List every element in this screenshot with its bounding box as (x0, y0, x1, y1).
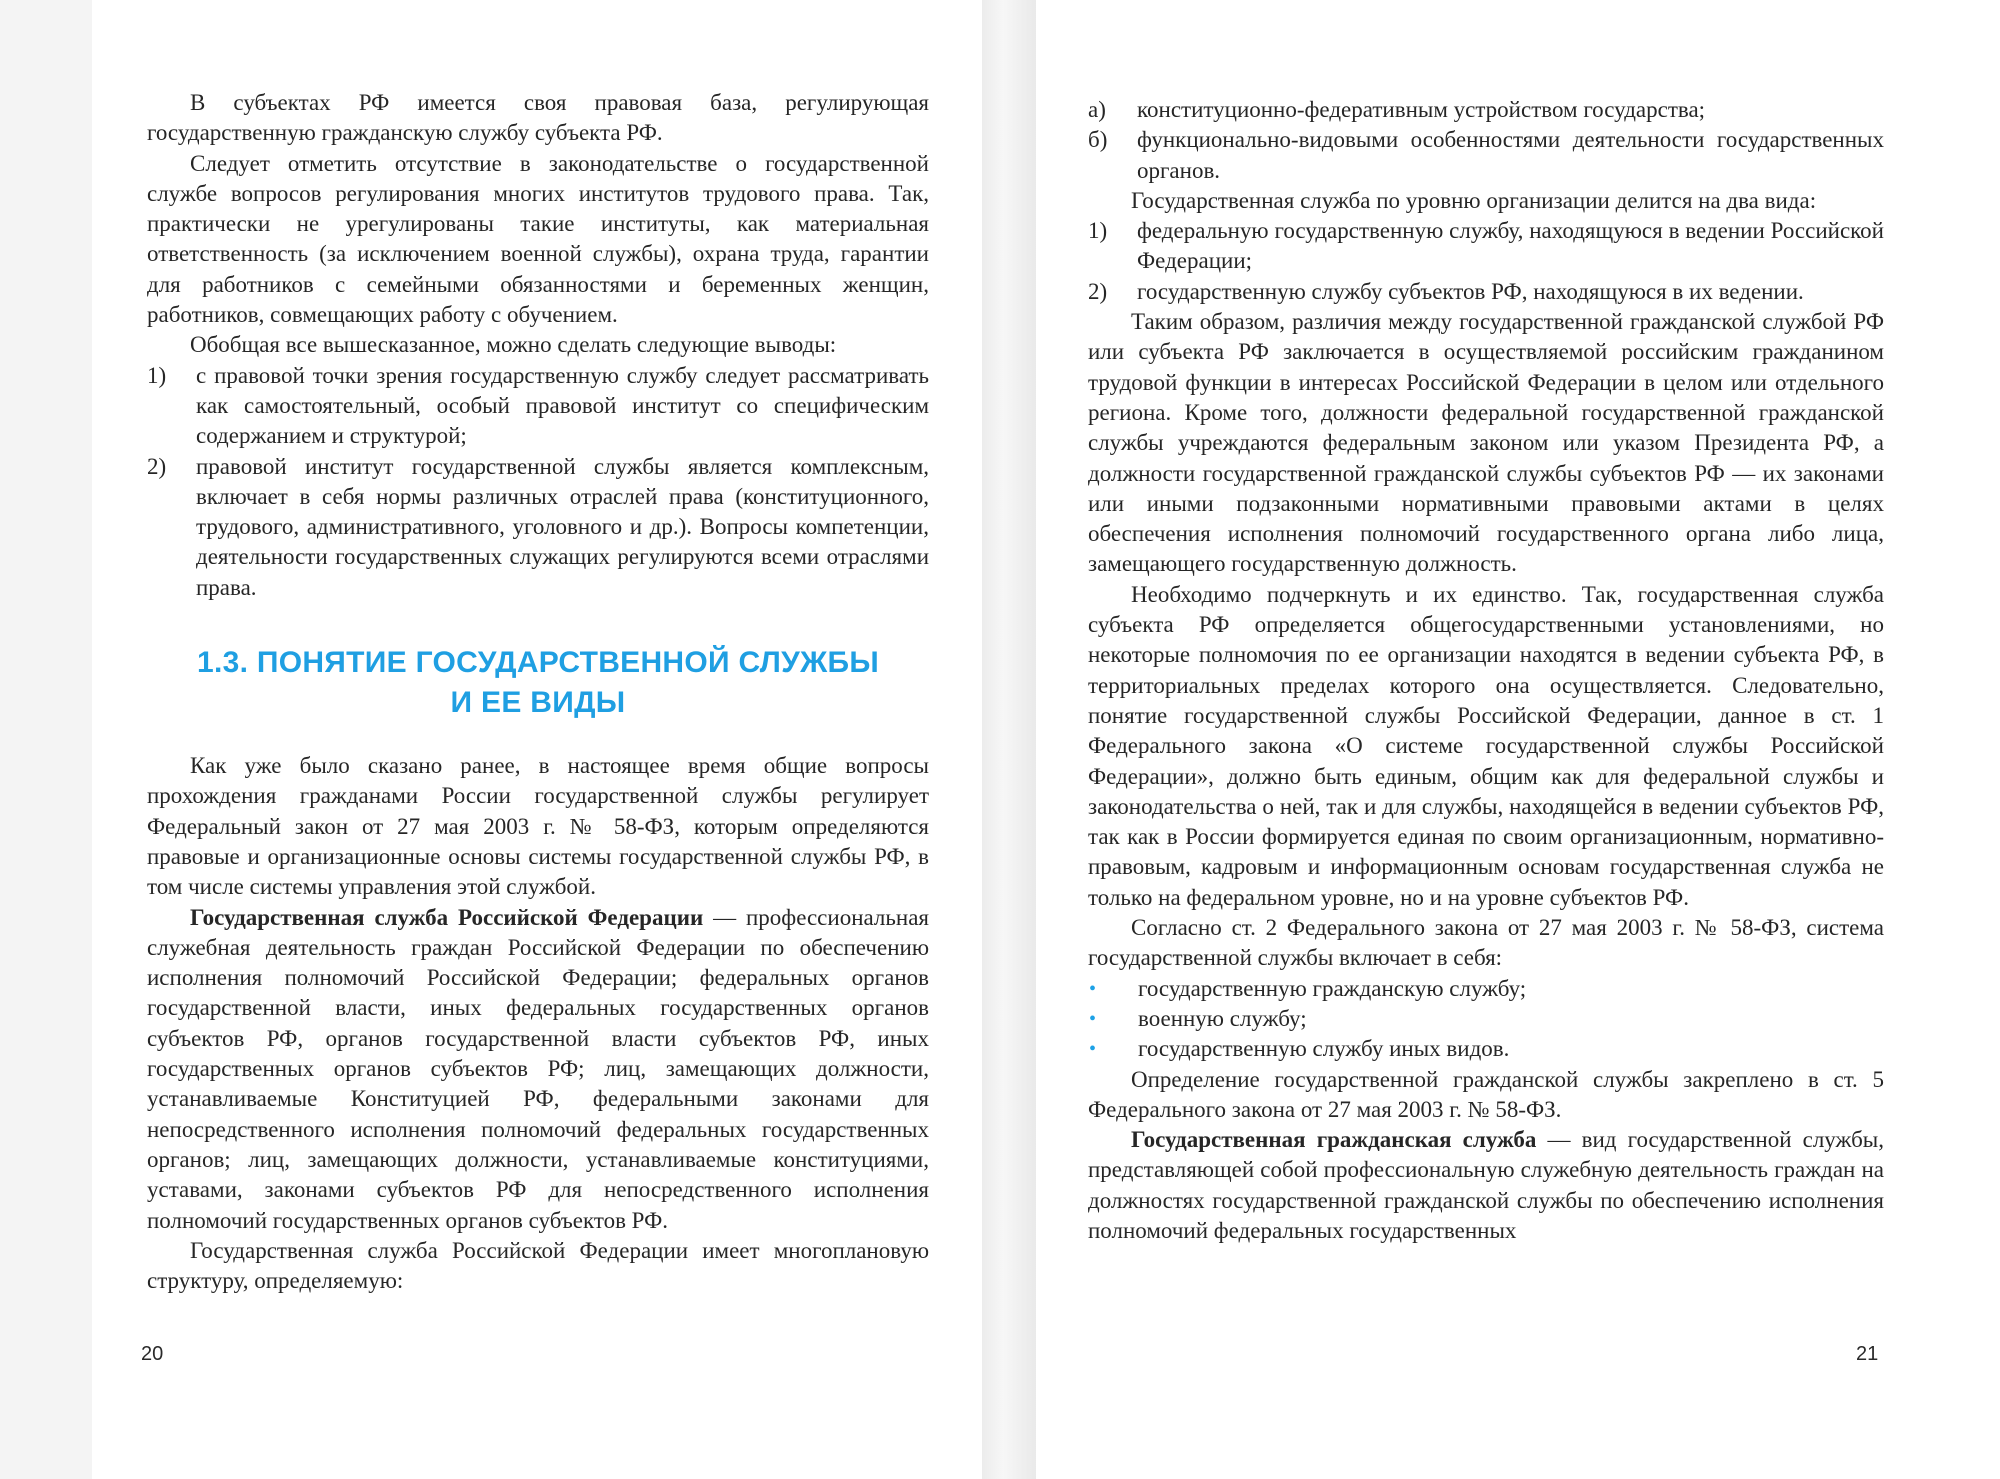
list-item-text: функционально-видовыми особенностями деятельности государственных органов. (1137, 127, 1884, 183)
page-number-right: 21 (1856, 1343, 1879, 1365)
definition-text: — вид государственной службы, представляющей собой профессиональную служебную деятельность граждан на должностях государственной гражданской службы по обеспечению исполнения полномочий федеральных государственных (1088, 1127, 1884, 1243)
paragraph: Следует отметить отсутствие в законодательстве о государственной службе вопросов регулирования многих институтов трудового права. Так, практически не урегулированы такие институты, как материальная ответственность (за исключением военной службы), охрана труда, гарантии для работников с семейными обязанностями и беременных женщин, работников, совмещающих работу с обучением. (147, 150, 929, 328)
list-marker: 1) (147, 362, 167, 388)
list-item (1088, 277, 1884, 307)
list-item-text: государственную службу иных видов. (1138, 1036, 1510, 1062)
bullet-item (1088, 1004, 1884, 1034)
list-marker: а) (1088, 97, 1106, 122)
paragraph: В субъектах РФ имеется своя правовая база, регулирующая государственную гражданскую службу субъекта РФ. (147, 90, 929, 146)
list-marker: 2) (147, 453, 167, 479)
paragraph: Таким образом, различия между государственной гражданской службой РФ или субъекта РФ заключается в осуществляемой российским гражданином трудовой функции в интересах Российской Федерации в целом или отдельного региона. Кроме того, должности федеральной государственной гражданской службы учреждаются федеральным законом или указом Президента РФ, а должности государственной гражданской службы субъектов РФ — их законами или иными подзаконными нормативными правовыми актами в целях обеспечения исполнения полномочий государственного органа либо лица, замещающего государственную должность. (1088, 309, 1884, 577)
list-item-text: правовой институт государственной службы является комплексным, включает в себя нормы различных отраслей права (конституционного, трудового, административного, уголовного и др.). Вопросы компетенции, деятельности государственных служащих регулируются всеми отраслями права. (196, 453, 929, 600)
list-item-text: государственную гражданскую службу; (1138, 975, 1527, 1001)
page-number-left: 20 (141, 1343, 164, 1365)
list-marker: 1) (1088, 218, 1108, 244)
left-page-text (147, 88, 929, 1296)
list-item (1088, 125, 1884, 186)
list-marker: 2) (1088, 278, 1108, 304)
list-item-text: конституционно-федеративным устройством государства; (1137, 97, 1706, 122)
definition-text: — профессиональная служебная деятельность граждан Российской Федерации по обеспечению исполнения полномочий Российской Федерации; федеральных органов государственной власти, иных федеральных государственных органов субъектов РФ, органов государственной власти субъектов РФ, иных государственных органов субъектов РФ; лиц, замещающих должности, устанавливаемые Конституцией РФ, федеральными законами для непосредственного исполнения полномочий федеральных государственных органов; лиц, замещающих должности, устанавливаемые конституциями, уставами, законами субъектов РФ для непосредственного исполнения полномочий государственных органов субъектов РФ. (147, 904, 929, 1233)
defined-term: Государственная гражданская служба (1131, 1127, 1537, 1153)
list-item (147, 361, 929, 452)
paragraph: Согласно ст. 2 Федерального закона от 27 мая 2003 г. № 58-ФЗ, система государственной службы включает в себя: (1088, 915, 1884, 971)
section-heading-line-2: И ЕЕ ВИДЫ (450, 686, 626, 720)
section-heading-line-1: 1.3. ПОНЯТИЕ ГОСУДАРСТВЕННОЙ СЛУЖБЫ (196, 646, 880, 680)
list-item-text: военную службу; (1138, 1005, 1307, 1031)
paragraph: Государственная служба по уровню организации делится на два вида: (1131, 187, 1817, 213)
paragraph: Определение государственной гражданской службы закреплено в ст. 5 Федерального закона от 27 мая 2003 г. № 58-ФЗ. (1088, 1066, 1884, 1122)
definition-paragraph (147, 903, 929, 1236)
paragraph: Обобщая все вышесказанное, можно сделать следующие выводы: (190, 332, 837, 358)
paragraph: Государственная служба Российской Федерации имеет многоплановую структуру, определяемую: (147, 1237, 929, 1294)
list-item (1088, 216, 1884, 277)
bullet-icon: • (1089, 1038, 1097, 1061)
bullet-item (1088, 974, 1884, 1004)
list-item-text: с правовой точки зрения государственную службу следует рассматривать как самостоятельный, особый правовой институт со специфическим содержанием и структурой; (196, 362, 929, 449)
bullet-item (1088, 1034, 1884, 1064)
list-item (147, 452, 929, 603)
list-item (1088, 95, 1884, 125)
list-marker: б) (1088, 127, 1108, 153)
book-spine (982, 0, 1036, 1479)
paragraph: Необходимо подчеркнуть и их единство. Так, государственная служба субъекта РФ определяется общегосударственными установлениями, но некоторые полномочия по ее организации находятся в ведении субъекта РФ, в территориальных пределах которого она осуществляется. Следовательно, понятие государственной службы Российской Федерации, данное в ст. 1 Федерального закона «О системе государственной службы Российской Федерации», должно быть единым, общим как для федеральной службы и законодательства о ней, так и для службы, находящейся в ведении субъектов РФ, так как в России формируется единая по своим организационным, нормативно-правовым, кадровым и информационным основам государственная служба не только на федеральном уровне, но и на уровне субъектов РФ. (1088, 581, 1884, 910)
definition-paragraph (1088, 1125, 1884, 1246)
defined-term: Государственная служба Российской Федерации (190, 904, 704, 930)
section-heading (147, 643, 929, 723)
bullet-icon: • (1089, 977, 1097, 1000)
right-page-text (1088, 95, 1884, 1246)
bullet-icon: • (1089, 1007, 1097, 1030)
paragraph: Как уже было сказано ранее, в настоящее время общие вопросы прохождения гражданами России государственной службы регулирует Федеральный закон от 27 мая 2003 г. № 58-ФЗ, которым определяются правовые и организационные основы системы государственной службы РФ, в том числе системы управления этой службой. (147, 753, 929, 900)
list-item-text: государственную службу субъектов РФ, находящуюся в их ведении. (1137, 278, 1804, 304)
list-item-text: федеральную государственную службу, находящуюся в ведении Российской Федерации; (1137, 218, 1884, 274)
